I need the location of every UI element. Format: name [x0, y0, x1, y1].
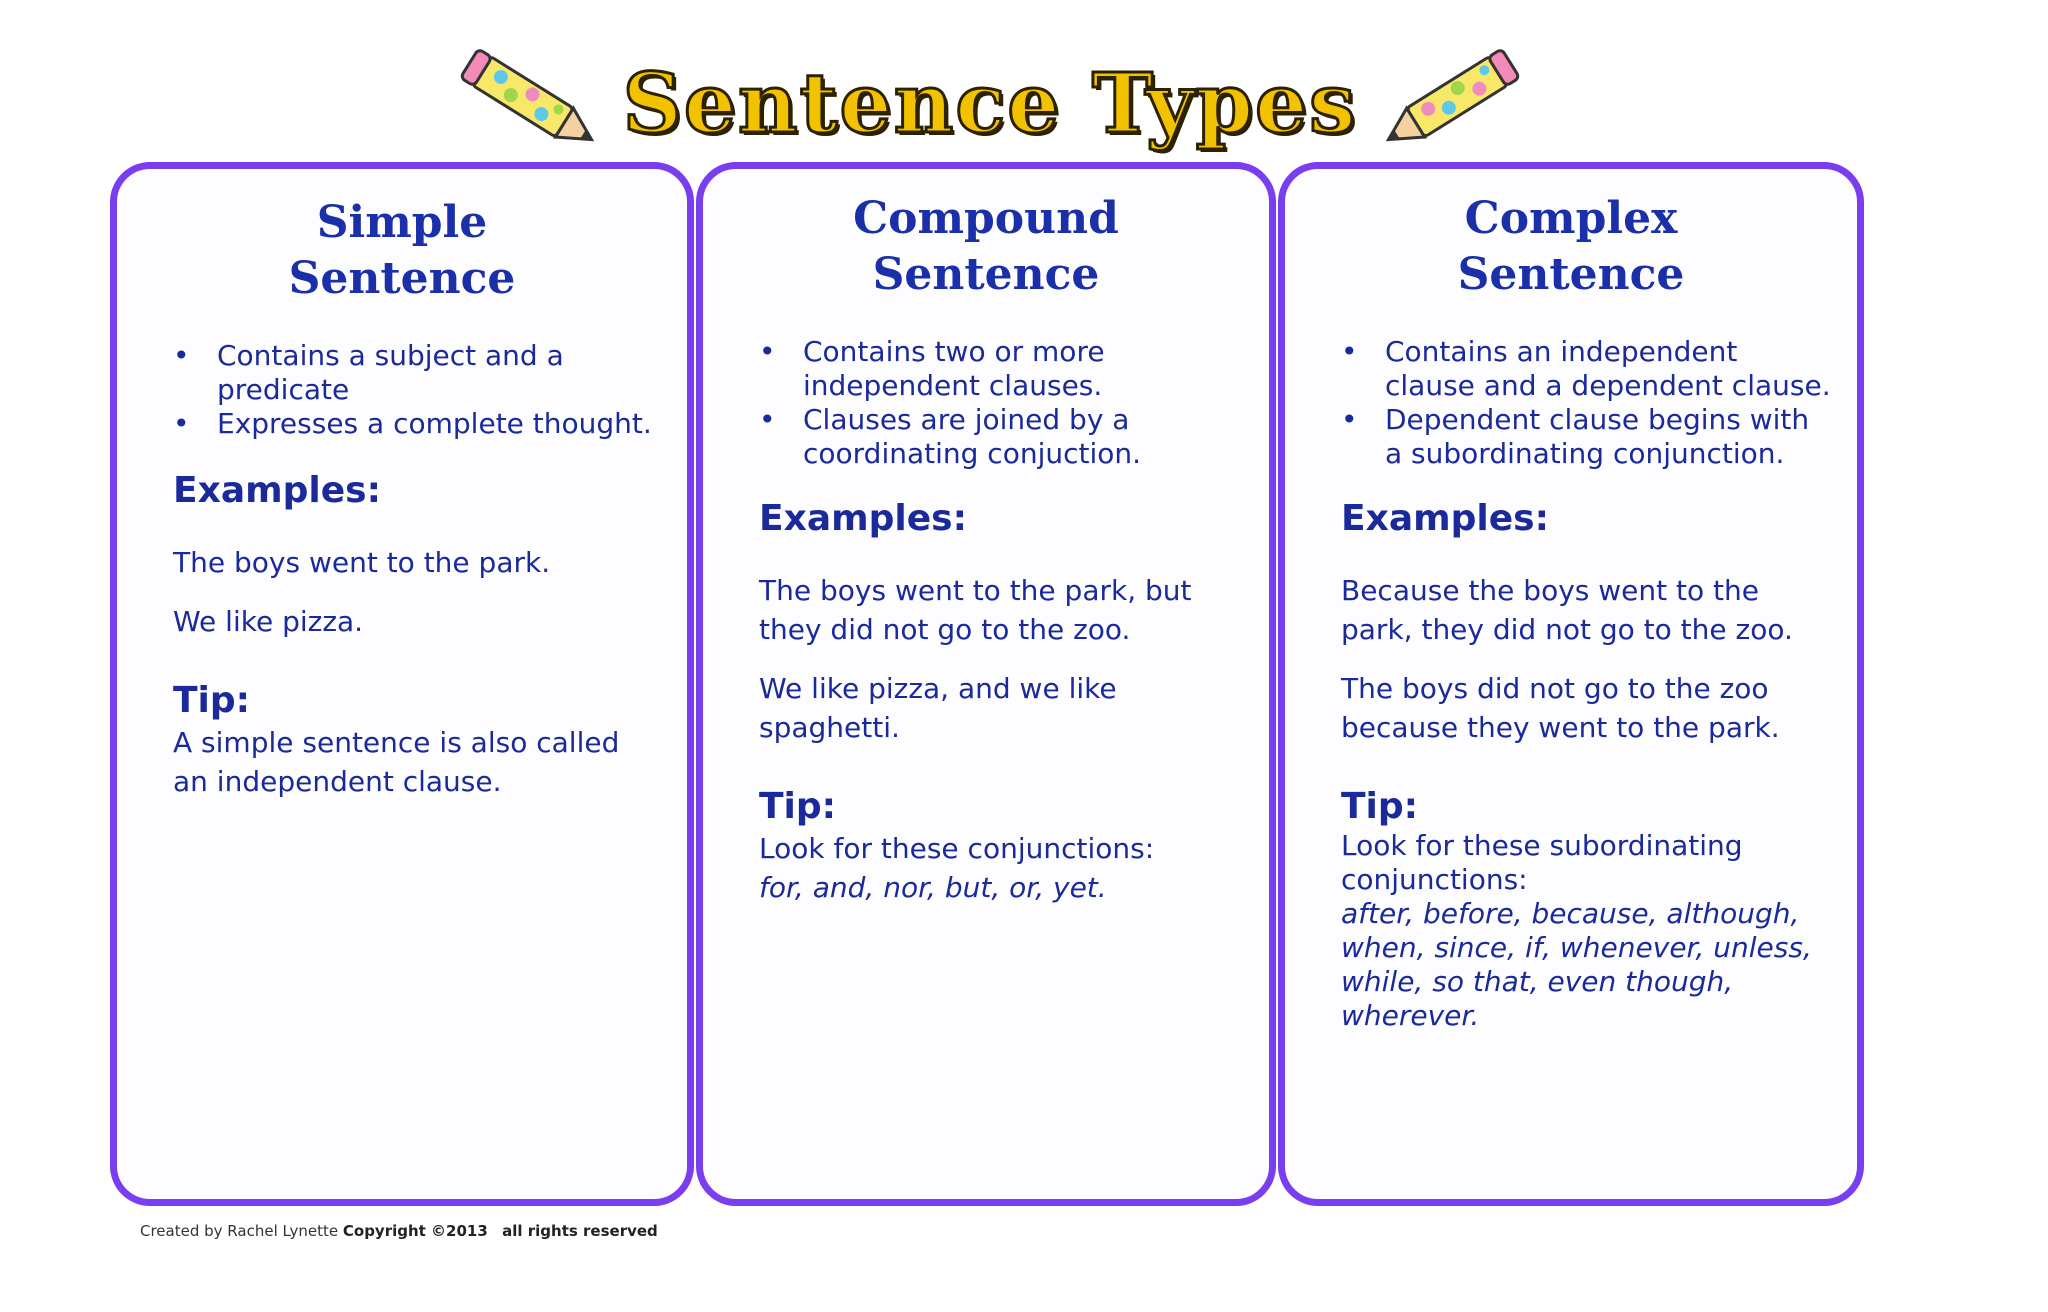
examples-label: Examples: — [759, 498, 967, 539]
list-item: • Contains two or more independent clauses. — [759, 335, 1245, 403]
tip-label: Tip: — [173, 680, 251, 721]
footer-credit: Created by Rachel Lynette — [140, 1222, 339, 1240]
examples-label: Examples: — [173, 470, 381, 511]
tip-text: Look for these conjunctions: — [759, 832, 1155, 865]
example-text: Because the boys went to the park, they did not go to the zoo. — [1341, 574, 1793, 646]
compound-heading — [703, 191, 1269, 303]
copyright-footer — [140, 1222, 658, 1240]
example-text: The boys did not go to the zoo because they went to the park. — [1341, 672, 1780, 744]
simple-heading — [117, 195, 687, 307]
heading-line: Sentence — [1457, 249, 1685, 300]
heading-line: Sentence — [288, 253, 516, 304]
example-text: We like pizza, and we like spaghetti. — [759, 672, 1117, 744]
tip-label: Tip: — [1341, 786, 1419, 827]
pencil-icon — [458, 48, 608, 162]
examples-label: Examples: — [1341, 498, 1549, 539]
complex-content — [1341, 335, 1833, 1033]
tip-label: Tip: — [759, 786, 837, 827]
heading-line: Complex — [1464, 193, 1678, 244]
list-item: • Clauses are joined by a coordinating conjuction. — [759, 403, 1245, 471]
list-item: • Dependent clause begins with a subordinating conjunction. — [1341, 403, 1833, 471]
heading-line: Compound — [853, 193, 1119, 244]
complex-sentence-card — [1278, 162, 1864, 1206]
bullet-list — [173, 339, 663, 441]
complex-heading — [1285, 191, 1857, 303]
simple-sentence-card — [110, 162, 694, 1206]
compound-content — [759, 335, 1245, 907]
title-banner — [0, 44, 2048, 164]
example-text: The boys went to the park, but they did not go to the zoo. — [759, 574, 1192, 646]
footer-rights: all rights reserved — [502, 1222, 658, 1240]
list-item: • Expresses a complete thought. — [173, 407, 663, 441]
list-item: • Contains a subject and a predicate — [173, 339, 663, 407]
example-text: We like pizza. — [173, 605, 364, 638]
tip-text: Look for these subordinating conjunctions: — [1341, 829, 1743, 896]
page-title: Sentence Types — [622, 56, 1358, 152]
heading-line: Simple — [316, 197, 488, 248]
bullet-list — [759, 335, 1245, 471]
list-item: • Contains an independent clause and a dependent clause. — [1341, 335, 1833, 403]
heading-line: Sentence — [872, 249, 1100, 300]
bullet-list — [1341, 335, 1833, 471]
example-text: The boys went to the park. — [173, 546, 551, 579]
compound-sentence-card — [696, 162, 1276, 1206]
simple-content — [173, 339, 663, 801]
tip-conjunctions: for, and, nor, but, or, yet. — [759, 871, 1107, 904]
tip-conjunctions: after, before, because, although, when, since, if, whenever, unless, while, so that, even though, wherever. — [1341, 897, 1812, 1032]
tip-text: A simple sentence is also called an independent clause. — [173, 726, 620, 798]
pencil-icon — [1372, 48, 1522, 162]
footer-copyright: Copyright ©2013 — [342, 1222, 488, 1240]
